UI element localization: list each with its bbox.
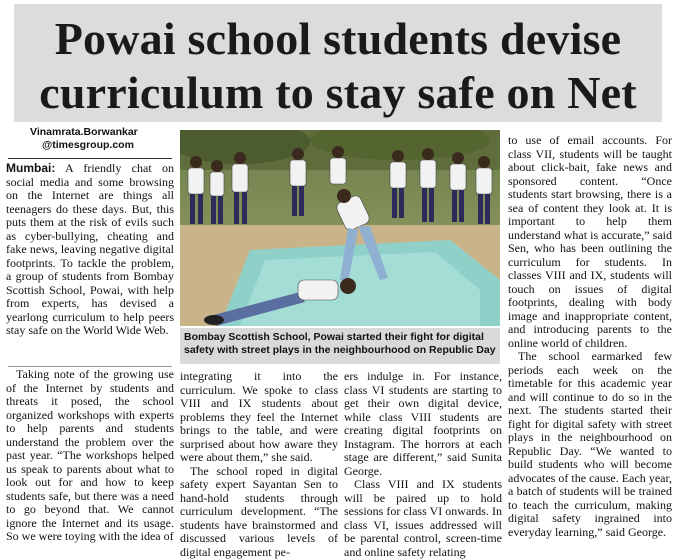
- paragraph-4: Class VIII and IX students will be paired up to hold sessions for class VI onwards. In class VI, issues addressed will be parental control, screen-time and online safety relating: [344, 477, 502, 559]
- byline-name: Vinamrata.Borwankar: [30, 126, 138, 138]
- article-column-1-bottom: [6, 368, 174, 559]
- photo-illustration: [180, 130, 500, 326]
- photo-caption: Bombay Scottish School, Powai started their fight for digital safety with street plays in the neighbourhood on Republic Day: [180, 328, 500, 364]
- byline: [30, 126, 170, 152]
- paragraph-4-continued: to use of email accounts. For class VII, students will be taught about click-bait, fake news and sponsored content. “Once students start browsing, there is a sea of content they look at. It is important to help them understand what is accurate,” said Sen, who has been outlining the curriculum for students. In classes VIII and IX, students will touch on issues of digital footprints, dealing with body image and inappropriate content, and introducing parents to the online world of children.: [508, 134, 672, 350]
- paragraph-1-text: A friendly chat on social media and some browsing on the Internet are things all teenagers do these days. But, this puts them at the risk of evils such as cyber-bullying, cheating and fake news, leaving negative digital footprints. To tackle the problem, a group of students from Bombay Scottish School, Powai, with help from experts, has devised a yearlong curriculum to help peers stay safe on the World Wide Web.: [6, 162, 174, 337]
- paragraph-2-continued: integrating it into the curriculum. We spoke to class VIII and IX students about problems they feel the Internet brings to the table, and were surprised about how aware they were about them,” she said.: [180, 370, 338, 464]
- paragraph-3-continued: ers indulge in. For instance, class VI students are starting to get their own digital device, while class VIII students are creating digital footprints on Instagram. The horrors at each stage are different,” said Sunita George.: [344, 370, 502, 478]
- headline: [14, 4, 662, 122]
- article-column-4: [508, 134, 672, 559]
- article-column-2: [180, 370, 338, 559]
- column-divider: [8, 366, 172, 367]
- byline-email: @timesgroup.com: [42, 139, 134, 151]
- byline-divider: [8, 158, 172, 159]
- paragraph-1: [6, 162, 174, 338]
- headline-line-1: Powai school students devise: [54, 13, 622, 64]
- paragraph-2: Taking note of the growing use of the Internet by students and threats it posed, the school organized workshops with experts to help parents and students understand the problem over the past year. “The workshops helped us speak to parents about what to look out for and how to keep students safe, but there was a need to go beyond that. We cannot ignore the Internet and its usage. So we were toying with the idea of: [6, 368, 174, 543]
- headline-line-2: curriculum to stay safe on Net: [39, 67, 637, 118]
- paragraph-5: The school earmarked few periods each week on the timetable for this academic year and will continue to do so in the next. The students started their fight for digital safety with street plays in the neighbourhood on Republic Day. “We wanted to build students who will become advocates of the cause. Each year, a batch of students will be trained to teach the curriculum, making digital safety ingrained into everyday learning,” said George.: [508, 349, 672, 539]
- paragraph-3: The school roped in digital safety expert Sayantan Sen to hand-hold students through curriculum development. “The students have brainstormed and discussed various levels of digital engagement pe-: [180, 463, 338, 559]
- dateline: Mumbai:: [6, 162, 56, 175]
- article-column-1: [6, 162, 174, 366]
- article-column-3: [344, 370, 502, 559]
- street-play-photo: [180, 130, 500, 326]
